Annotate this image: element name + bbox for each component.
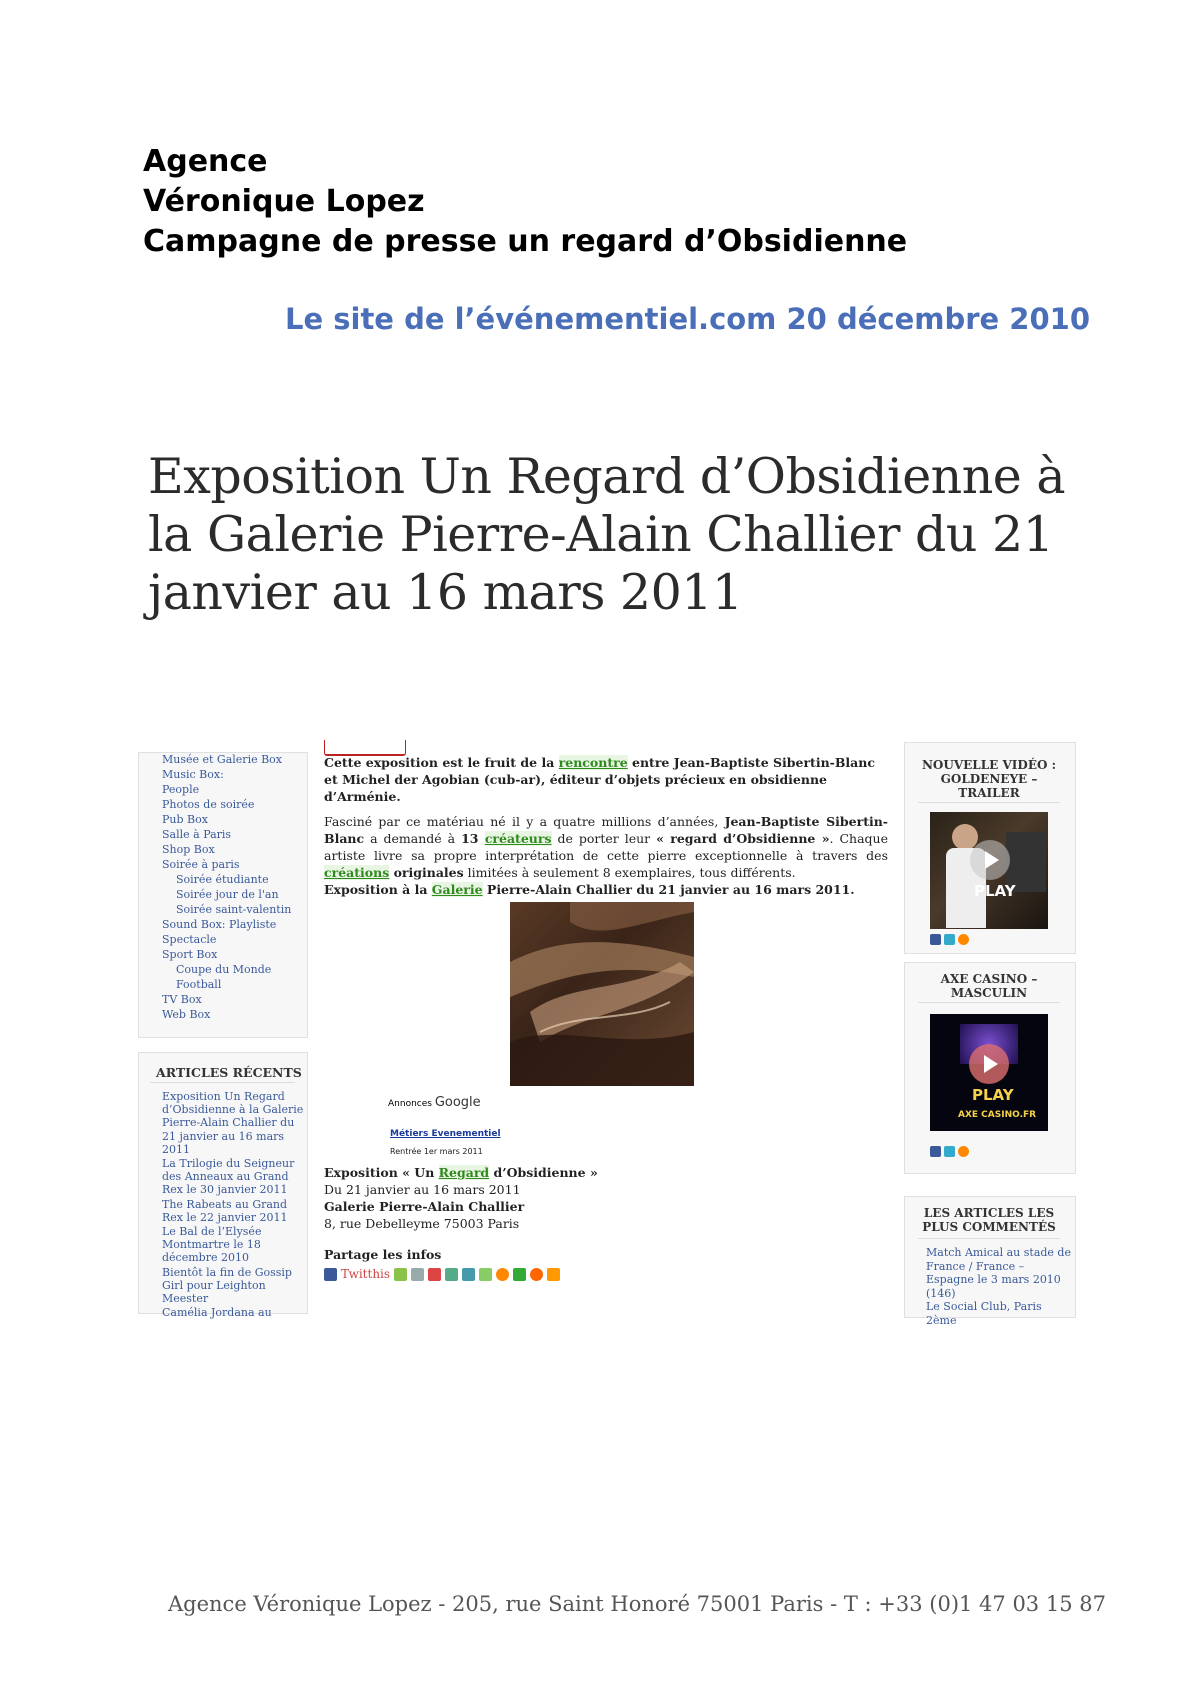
desc-count: 13 [461,831,485,846]
paragraph-description [324,813,888,881]
commented-article-link[interactable]: Match Amical au stade de France / France – Espagne le 3 mars 2010 (146) [926,1246,1071,1300]
desc-text-c: de porter leur [551,831,657,846]
nav-item[interactable]: Spectacle [162,933,217,946]
blogger-icon[interactable] [547,1268,560,1281]
header-line-name: Véronique Lopez [143,184,425,219]
nav-subitem[interactable]: Soirée jour de l'an [176,888,279,901]
digg-icon[interactable] [479,1268,492,1281]
nav-item[interactable]: Salle à Paris [162,828,232,841]
video2-share-icons [930,1146,969,1157]
recent-articles-title: ARTICLES RÉCENTS [156,1065,302,1080]
headline-line-3: janvier au 16 mars 2011 [148,564,743,621]
google-brand: Google [434,1095,481,1110]
nav-item[interactable]: Musée et Galerie Box [162,753,283,766]
nav-item[interactable]: Music Box: [162,768,224,781]
delicious-icon[interactable] [394,1268,407,1281]
event-title-b: d’Obsidienne » [489,1165,598,1180]
event-info [324,1164,884,1283]
play-triangle-icon [985,851,999,869]
email-icon[interactable] [411,1268,424,1281]
ad-block [390,1126,501,1160]
nav-subitem[interactable]: Coupe du Monde [176,963,272,976]
nav-item[interactable]: Sport Box [162,948,218,961]
link-rencontre[interactable]: rencontre [558,755,628,770]
add-icon[interactable] [513,1268,526,1281]
expo-text-b: Pierre-Alain Challier du 21 janvier au 16 mars 2011. [482,882,855,897]
video1-share-icons [930,934,969,945]
desc-artist: Jean-Baptiste Sibertin-Blanc [324,814,888,846]
recent-articles-list [162,1090,307,1320]
facebook-icon[interactable] [930,934,941,945]
intro-text-a: Cette exposition est le fruit de la [324,755,559,770]
source-subtitle: Le site de l’événementiel.com 20 décembre 2010 [285,302,1090,336]
ad-title-link[interactable]: Métiers Evenementiel [390,1129,501,1139]
event-address: 8, rue Debelleyme 75003 Paris [324,1216,520,1231]
link-galerie[interactable]: Galerie [431,882,483,897]
nav-item[interactable]: Soirée à paris [162,858,240,871]
right-sidebar [904,752,1078,1327]
rss-icon[interactable] [958,934,969,945]
nav-item[interactable]: TV Box [162,993,202,1006]
nav-item[interactable]: Photos de soirée [162,798,255,811]
desc-regard: « regard d’Obsidienne » [656,831,830,846]
video2-play-label: PLAY [972,1086,1014,1104]
nav-item[interactable]: People [162,783,200,796]
event-title-a: Exposition « Un [324,1165,439,1180]
link-creations[interactable]: créations [324,865,390,880]
ad-text: Rentrée 1er mars 2011 [390,1147,483,1156]
commented-article-link[interactable]: Le Social Club, Paris 2ème [926,1300,1042,1327]
video2-caption: AXE CASINO.FR [958,1110,1037,1120]
nav-subitem[interactable]: Soirée étudiante [176,873,269,886]
link-createurs[interactable]: créateurs [484,831,552,846]
twitter-icon[interactable] [944,1146,955,1157]
headline-line-1: Exposition Un Regard d’Obsidienne à [148,448,1066,505]
recent-divider [150,1082,295,1083]
video1-divider [918,802,1060,803]
nav-item[interactable]: Shop Box [162,843,215,856]
desc-text-a: Fasciné par ce matériau né il y a quatre millions d’années, [324,814,725,829]
desc-originales: originales [389,865,464,880]
nav-subitem[interactable]: Football [176,978,222,991]
recent-article-link[interactable]: Le Bal de l’Elysée Montmartre le 18 décembre 2010 [162,1225,262,1265]
video1-play-label: PLAY [974,882,1016,900]
commented-divider [918,1238,1060,1239]
ads-label-text: Annonces [388,1099,435,1109]
share-bar [324,1266,884,1283]
recent-article-link[interactable]: La Trilogie du Seigneur des Anneaux au Grand Rex le 30 janvier 2011 [162,1157,295,1197]
header-line-campaign: Campagne de presse un regard d’Obsidienne [143,224,908,259]
obsidian-artwork-image [510,902,694,1086]
footer-address: Agence Véronique Lopez - 205, rue Saint Honoré 75001 Paris - T : +33 (0)1 47 03 15 87 [168,1592,1106,1616]
expo-text-a: Exposition à la [324,882,432,897]
nav-item[interactable]: Pub Box [162,813,208,826]
share-title: Partage les infos [324,1247,442,1262]
most-commented-title: LES ARTICLES LES PLUS COMMENTÉS [922,1206,1056,1234]
stumble-icon[interactable] [530,1268,543,1281]
axe-casino-video-thumbnail[interactable] [930,1014,1048,1131]
intro-text-b: entre Jean-Baptiste Sibertin-Blanc et Michel der Agobian (cub-ar), éditeur d’objets précieux en obsidienne d’Arménie. [324,755,875,804]
paragraph-exposition [324,881,888,898]
print-icon[interactable] [445,1268,458,1281]
paragraph-intro [324,754,888,805]
category-nav [162,752,291,1022]
recent-article-link[interactable]: Camélia Jordana au [162,1306,272,1320]
article-body [324,752,889,1281]
recent-article-link[interactable]: The Rabeats au Grand Rex le 22 janvier 2011 [162,1197,288,1224]
nav-subitem[interactable]: Soirée saint-valentin [176,903,292,916]
headline-line-2: la Galerie Pierre-Alain Challier du 21 [148,506,1054,563]
most-commented-list [926,1246,1074,1327]
tab-fragment [324,740,406,756]
facebook-icon[interactable] [930,1146,941,1157]
goldeneye-video-thumbnail[interactable] [930,812,1048,929]
rss-icon[interactable] [958,1146,969,1157]
rss-icon[interactable] [496,1268,509,1281]
desc-text-d: . Chaque artiste livre sa propre interprétation de cette pierre exceptionnelle à travers des [324,831,889,863]
google-ads-label [388,1094,481,1113]
twitter-icon[interactable] [944,934,955,945]
header-line-agence: Agence [143,144,268,179]
left-sidebar [138,752,310,1320]
pdf-icon[interactable] [428,1268,441,1281]
play-triangle-icon [984,1055,998,1073]
agency-header [143,142,907,262]
event-venue: Galerie Pierre-Alain Challier [324,1199,525,1214]
article-headline [148,448,1098,622]
recent-article-link[interactable]: Bientôt la fin de Gossip Girl pour Leighton Meester [162,1265,292,1306]
link-regard[interactable]: Regard [438,1165,490,1180]
nav-item[interactable]: Sound Box: Playliste [162,918,277,931]
website-screenshot [138,752,1078,1327]
video2-title: AXE CASINO – MASCULIN [940,972,1038,1000]
event-title [324,1164,884,1181]
twitthis-link[interactable]: Twitthis [341,1267,391,1281]
video1-title: NOUVELLE VIDÉO : GOLDENEYE – TRAILER [921,758,1057,800]
video2-divider [918,1002,1060,1003]
nav-item[interactable]: Web Box [162,1008,211,1021]
desc-text-e: limitées à seulement 8 exemplaires, tous différents. [463,865,796,880]
event-dates: Du 21 janvier au 16 mars 2011 [324,1182,521,1197]
bookmark-icon[interactable] [462,1268,475,1281]
facebook-icon[interactable] [324,1268,337,1281]
desc-text-b: a demandé à [364,831,462,846]
recent-article-link[interactable]: Exposition Un Regard d’Obsidienne à la Galerie Pierre-Alain Challier du 21 janvier au 16 mars 2011 [162,1090,304,1156]
